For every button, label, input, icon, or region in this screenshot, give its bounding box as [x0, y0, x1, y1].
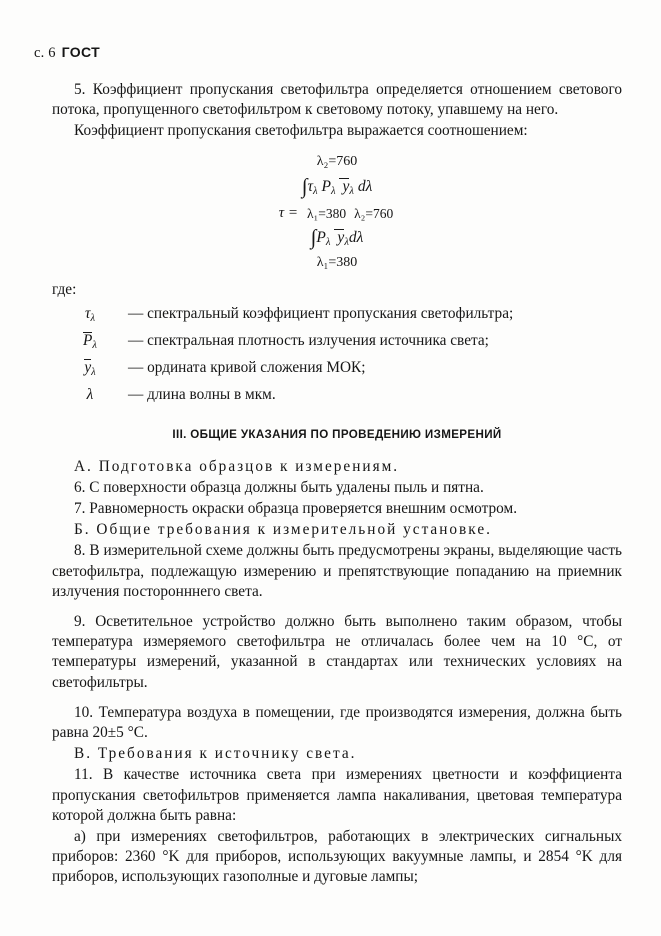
- paragraph-5b: Коэффициент пропускания светофильтра выражается соотношением:: [74, 122, 528, 140]
- symbol-tau-lambda: $\tau_\lambda$: [84, 304, 96, 324]
- document-body: [52, 80, 622, 889]
- formula-lower-limit: λ₁=380: [316, 254, 358, 270]
- paragraph-11: 11. В качестве источника света при измерениях цветности и коэффициента пропускания светофильтров применяется лампа накаливания, цветовая температура которой должна быть равна:: [52, 766, 622, 824]
- where-label: где:: [52, 280, 77, 298]
- formula-tau-equals: τ =: [278, 205, 298, 222]
- definition-text: — ордината кривой сложения МОК;: [128, 358, 366, 376]
- formula-fraction-denominator: λ₂=760: [354, 205, 394, 221]
- definition-row: [52, 330, 622, 357]
- definition-row: [52, 303, 622, 330]
- definition-row: [52, 384, 622, 406]
- paragraph-11a: а) при измерениях светофильтров, работающих в электрических сигнальных приборов: 2360 °K для приборов, использующих вакуумные лампы, и 2854 °K для приборов, использующих газополные и дуговые лампы;: [52, 828, 622, 886]
- section-heading: III. ОБЩИЕ УКАЗАНИЯ ПО ПРОВЕДЕНИЮ ИЗМЕРЕНИЙ: [172, 427, 502, 441]
- paragraph-9: 9. Осветительное устройство должно быть выполнено таким образом, чтобы температура измеряемого светофильтра не отличалась более чем на 10 °C, от температуры измерений, указанной в стандартах или технических условиях на светофильтры.: [52, 613, 622, 691]
- symbol-lambda: λ: [86, 385, 94, 403]
- formula-fraction-numerator: λ₁=380: [307, 205, 347, 221]
- symbol-p-lambda: $P_\lambda$: [83, 331, 97, 351]
- paragraph-6: 6. С поверхности образца должны быть удалены пыль и пятна.: [74, 478, 484, 496]
- paragraph-8: 8. В измерительной схеме должны быть предусмотрены экраны, выделяющие часть светофильтра, подлежащую измерению и препятствующие попаданию на приемник излучения посторонннего света.: [52, 542, 622, 600]
- paragraph-5: 5. Коэффициент пропускания светофильтра определяется отношением светового потока, пропущенного светофильтром к световому потоку, упавшему на него.: [52, 81, 622, 119]
- symbol-y-bar-lambda: $y_\lambda$: [84, 358, 96, 378]
- symbol-definitions: [52, 303, 622, 406]
- formula-denominator: $\int P_\lambda$ $y_\lambda d\lambda$: [310, 224, 364, 249]
- definition-text: — спектральная плотность излучения источника света;: [128, 331, 489, 349]
- subheading-v: В. Требования к источнику света.: [74, 745, 357, 763]
- definition-text: — спектральный коэффициент пропускания светофильтра;: [128, 304, 514, 322]
- paragraph-7: 7. Равномерность окраски образца проверяется внешним осмотром.: [74, 500, 518, 518]
- definition-row: [52, 357, 622, 384]
- formula-fraction: [305, 205, 395, 223]
- subheading-a: А. Подготовка образцов к измерениям.: [74, 457, 400, 475]
- definition-text: — длина волны в мкм.: [128, 385, 276, 403]
- subheading-b: Б. Общие требования к измерительной установке.: [74, 521, 492, 539]
- formula-transmittance: [52, 154, 622, 271]
- formula-fraction-row: [52, 205, 622, 223]
- paragraph-10: 10. Температура воздуха в помещении, где производятся измерения, должна быть равна 20±5 °C.: [52, 703, 622, 742]
- formula-upper-limit: λ₂=760: [316, 153, 358, 169]
- formula-numerator: $\int\tau_\lambda$ $P_\lambda$ $y_\lambda$ dλ: [301, 173, 373, 198]
- page-header: [34, 44, 100, 62]
- page-number-label: с. 6: [34, 45, 56, 61]
- standard-label: ГОСТ: [61, 44, 101, 60]
